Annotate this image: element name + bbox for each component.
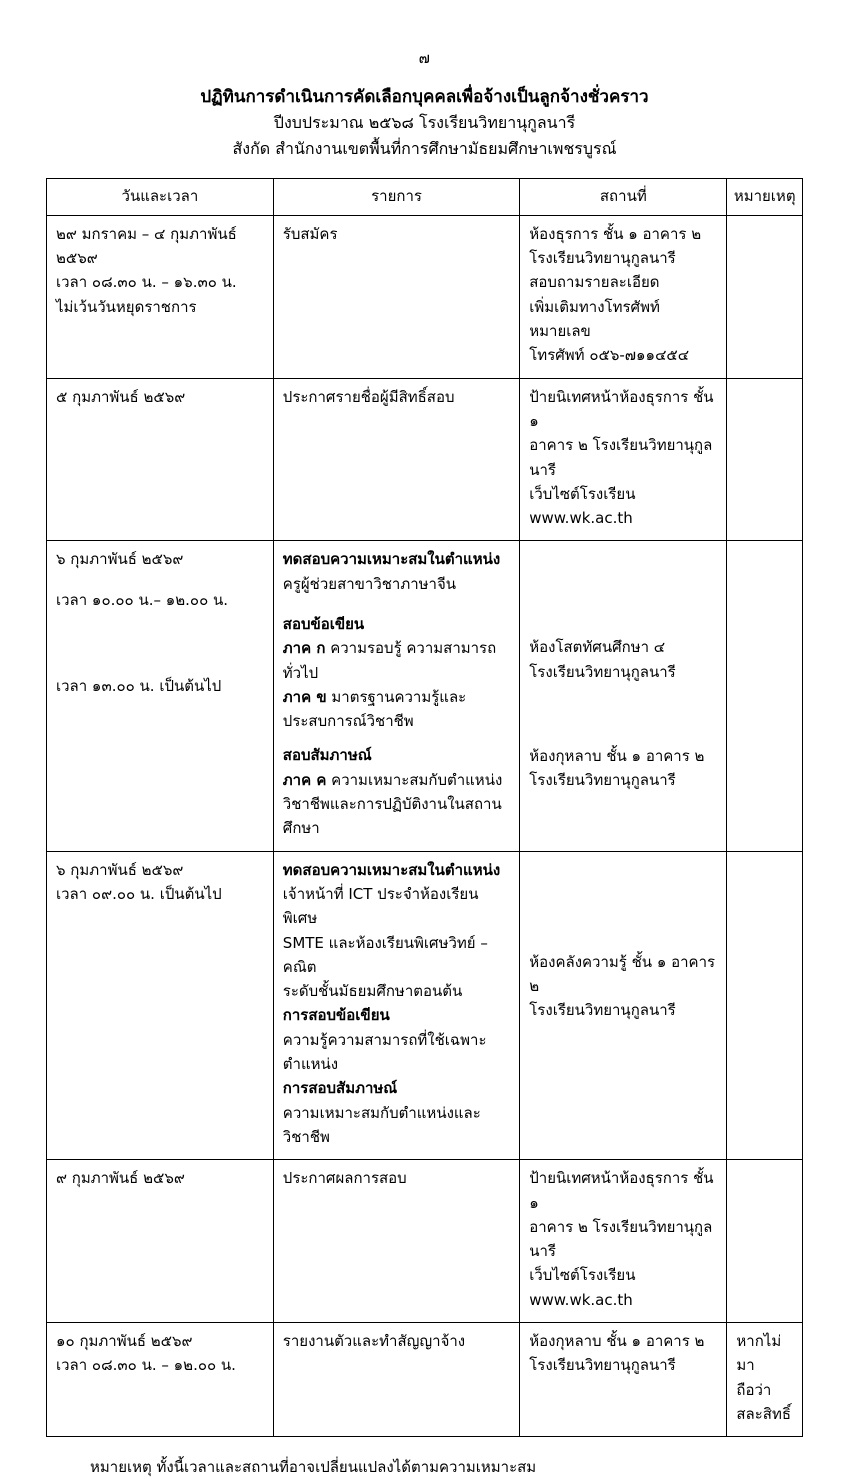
text-line: ภาค ก ความรอบรู้ ความสามารถทั่วไป (282, 639, 497, 682)
text-line: โรงเรียนวิทยานุกูลนารี (529, 662, 676, 681)
text-line: เวลา ๐๙.๐๐ น. เป็นต้นไป (56, 884, 222, 903)
cell-place (520, 378, 727, 541)
text-line: โรงเรียนวิทยานุกูลนารี (529, 771, 676, 790)
cell-place (520, 215, 727, 378)
text-line: เวลา ๐๘.๓๐ น. – ๑๒.๐๐ น. (56, 1356, 236, 1375)
table-row (47, 541, 803, 851)
text-line: ห้องกุหลาบ ชั้น ๑ อาคาร ๒ (529, 1332, 705, 1350)
cell-place (520, 851, 727, 1160)
text-line: ทดสอบความเหมาะสมในตำแหน่ง (282, 550, 501, 569)
cell-place (520, 1323, 727, 1437)
column-header-place: สถานที่ (520, 178, 727, 215)
text-line: อาคาร ๒ โรงเรียนวิทยานุกูลนารี (529, 1217, 713, 1261)
text-line: รับสมัคร (282, 224, 338, 243)
text-line: ห้องกุหลาบ ชั้น ๑ อาคาร ๒ (529, 746, 705, 765)
text-line: ป้ายนิเทศหน้าห้องธุรการ ชั้น ๑ (529, 387, 714, 430)
table-header-row (47, 178, 803, 215)
text-line: ๖ กุมภาพันธ์ ๒๕๖๙ (56, 860, 184, 879)
text-line: SMTE และห้องเรียนพิเศษวิทย์ – คณิต (282, 933, 488, 976)
label-section-a: ภาค ก (282, 639, 326, 658)
text-line: โรงเรียนวิทยานุกูลนารี (529, 249, 676, 268)
column-header-datetime: วันและเวลา (47, 178, 274, 215)
text-line: ทดสอบความเหมาะสมในตำแหน่ง (282, 860, 501, 879)
label-section-c: ภาค ค (282, 770, 327, 789)
cell-datetime (47, 851, 274, 1160)
text-line: โรงเรียนวิทยานุกูลนารี (529, 1001, 676, 1020)
text-line: ระดับชั้นมัธยมศึกษาตอนต้น (282, 982, 463, 1001)
text-line: ๑๐ กุมภาพันธ์ ๒๕๖๙ (56, 1332, 193, 1350)
text-line: สละสิทธิ์ (736, 1404, 791, 1423)
text-line: ภาค ค ความเหมาะสมกับตำแหน่ง (282, 770, 503, 789)
table-row (47, 378, 803, 541)
text-line: เจ้าหน้าที่ ICT ประจำห้องเรียนพิเศษ (282, 884, 479, 928)
cell-item (273, 1160, 519, 1323)
cell-place (520, 541, 727, 851)
cell-item (273, 215, 519, 378)
cell-datetime (47, 378, 274, 541)
table-row (47, 1160, 803, 1323)
text-line: ประกาศรายชื่อผู้มีสิทธิ์สอบ (282, 387, 455, 406)
cell-datetime (47, 1160, 274, 1323)
text-line: เวลา ๑๓.๐๐ น. เป็นต้นไป (56, 676, 222, 695)
text-line: เว็บไซต์โรงเรียน www.wk.ac.th (529, 484, 636, 528)
text-line: ๙ กุมภาพันธ์ ๒๕๖๙ (56, 1169, 185, 1188)
cell-remark (727, 851, 803, 1160)
cell-datetime (47, 215, 274, 378)
text-line: การสอบสัมภาษณ์ (282, 1079, 398, 1098)
cell-remark (727, 215, 803, 378)
table-body (47, 215, 803, 1436)
text-line: ภาค ข มาตรฐานความรู้และ (282, 687, 467, 706)
text-line: ๖ กุมภาพันธ์ ๒๕๖๙ (56, 550, 184, 569)
cell-datetime (47, 541, 274, 851)
text-line: ประกาศผลการสอบ (282, 1169, 407, 1188)
cell-item (273, 378, 519, 541)
column-header-remark: หมายเหตุ (727, 178, 803, 215)
text-line: สอบถามรายละเอียด (529, 273, 660, 292)
cell-remark (727, 541, 803, 851)
text-line: โทรศัพท์ ๐๕๖-๗๑๑๔๕๔ (529, 346, 690, 365)
text-line: เพิ่มเติมทางโทรศัพท์ หมายเลข (529, 297, 660, 341)
page-title: ปฏิทินการดำเนินการคัดเลือกบุคคลเพื่อจ้างเป็นลูกจ้างชั่วคราว (200, 87, 649, 107)
schedule-table (46, 178, 803, 1438)
text-line: ห้องธุรการ ชั้น ๑ อาคาร ๒ (529, 224, 702, 243)
cell-remark (727, 1160, 803, 1323)
subtitle-line-2: สังกัด สำนักงานเขตพื้นที่การศึกษามัธยมศึกษาเพชรบูรณ์ (232, 138, 617, 158)
cell-item (273, 541, 519, 851)
table-row (47, 215, 803, 378)
text-line: หากไม่มา (736, 1332, 782, 1375)
subtitle-line-1: ปีงบประมาณ ๒๕๖๘ โรงเรียนวิทยานุกูลนารี (273, 113, 576, 133)
cell-item (273, 1323, 519, 1437)
cell-item (273, 851, 519, 1160)
text-line: เวลา ๐๘.๓๐ น. – ๑๖.๓๐ น. (56, 273, 237, 292)
text-line: ความรู้ความสามารถที่ใช้เฉพาะตำแหน่ง (282, 1030, 487, 1074)
text-line: ห้องคลังความรู้ ชั้น ๑ อาคาร ๒ (529, 952, 716, 995)
text-line: ไม่เว้นวันหยุดราชการ (56, 297, 197, 316)
cell-datetime (47, 1323, 274, 1437)
text-line: อาคาร ๒ โรงเรียนวิทยานุกูลนารี (529, 436, 713, 479)
text-line: ๒๙ มกราคม – ๔ กุมภาพันธ์ ๒๕๖๙ (56, 224, 237, 268)
cell-place (520, 1160, 727, 1323)
table-row (47, 851, 803, 1160)
column-header-item: รายการ (273, 178, 519, 215)
text-line: เวลา ๑๐.๐๐ น.– ๑๒.๐๐ น. (56, 590, 229, 609)
text-line: ๕ กุมภาพันธ์ ๒๕๖๙ (56, 387, 186, 406)
text-line: วิชาชีพและการปฏิบัติงานในสถานศึกษา (282, 795, 502, 838)
cell-remark (727, 378, 803, 541)
text-line: รายงานตัวและทำสัญญาจ้าง (282, 1332, 466, 1350)
text-line: เว็บไซต์โรงเรียน www.wk.ac.th (529, 1266, 636, 1309)
text-line: ประสบการณ์วิชาชีพ (282, 712, 414, 731)
text-line: ถือว่า (736, 1380, 772, 1399)
text-line: ห้องโสตทัศนศึกษา ๔ (529, 638, 666, 657)
text-line: การสอบข้อเขียน (282, 1006, 390, 1025)
table-row (47, 1323, 803, 1437)
text-line: โรงเรียนวิทยานุกูลนารี (529, 1356, 676, 1375)
text-line: สอบข้อเขียน (282, 614, 365, 633)
cell-remark (727, 1323, 803, 1437)
text-line: ครูผู้ช่วยสาขาวิชาภาษาจีน (282, 574, 457, 593)
text-line: สอบสัมภาษณ์ (282, 746, 372, 765)
text-line: ความเหมาะสมกับตำแหน่งและวิชาชีพ (282, 1103, 481, 1146)
label-section-b: ภาค ข (282, 687, 327, 706)
footnote: หมายเหตุ ทั้งนี้เวลาและสถานที่อาจเปลี่ยนแปลงได้ตามความเหมาะสม (90, 1458, 537, 1477)
text-line: ป้ายนิเทศหน้าห้องธุรการ ชั้น ๑ (529, 1169, 714, 1212)
page-number: ๗ (418, 49, 431, 67)
